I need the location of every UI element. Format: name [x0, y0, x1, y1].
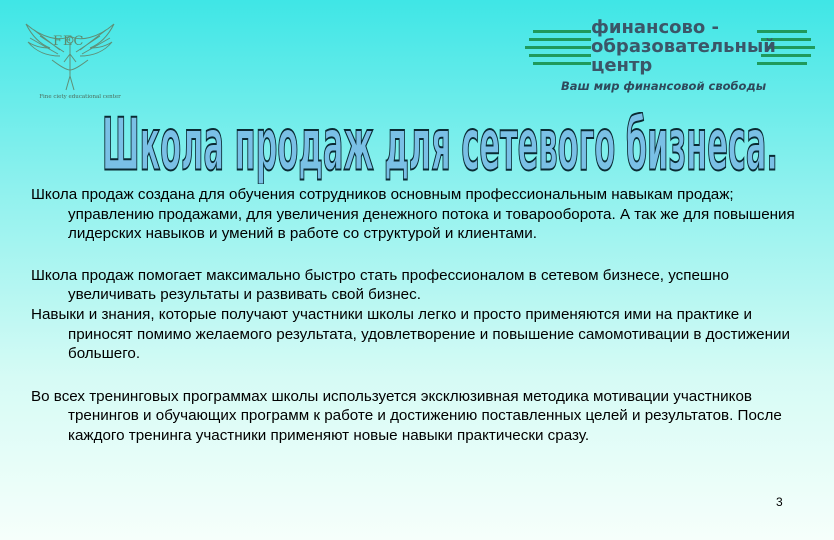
page-number: 3	[776, 495, 783, 509]
brand-tagline: Ваш мир финансовой свободы	[561, 79, 767, 93]
brand-name	[591, 18, 776, 75]
page-title-text: Школа продаж для сетевого бизнеса.	[102, 112, 779, 184]
paragraph-3: Навыки и знания, которые получают участники школы легко и просто применяются ими на практике и приносят помимо желаемого результата, удовлетворение и повышение самомотивации в достижении большего.	[31, 305, 790, 363]
brand-line-1: финансово -	[591, 17, 720, 38]
logo-text: FEC	[53, 34, 85, 49]
brand-line-3: центр	[591, 55, 653, 76]
logo-subtitle: Fine ciety educational center	[39, 94, 121, 100]
paragraph-4: Во всех тренинговых программах школы используется эксклюзивная методика мотивации участников тренингов и обучающих программ к работе и достижению поставленных целей и результатов. После каждого тренинга участники применяют новые навыки практически сразу.	[31, 387, 782, 444]
fec-logo	[20, 14, 120, 112]
paragraph-2: Школа продаж помогает максимально быстро стать профессионалом в сетевом бизнесе, успешно увеличивать результаты и развивать свой бизнес.	[31, 266, 729, 304]
brand-logo	[525, 18, 815, 98]
brand-line-2: образовательный	[591, 36, 776, 57]
paragraph-1: Школа продаж создана для обучения сотрудников основным профессиональным навыкам продаж; управлению продажами, для увеличения денежного потока и товарооборота. А так же для повышения лидерских навыков и умений в работе со структурой и клиентами.	[31, 186, 795, 243]
body-content	[31, 185, 801, 446]
page-title	[102, 112, 782, 184]
